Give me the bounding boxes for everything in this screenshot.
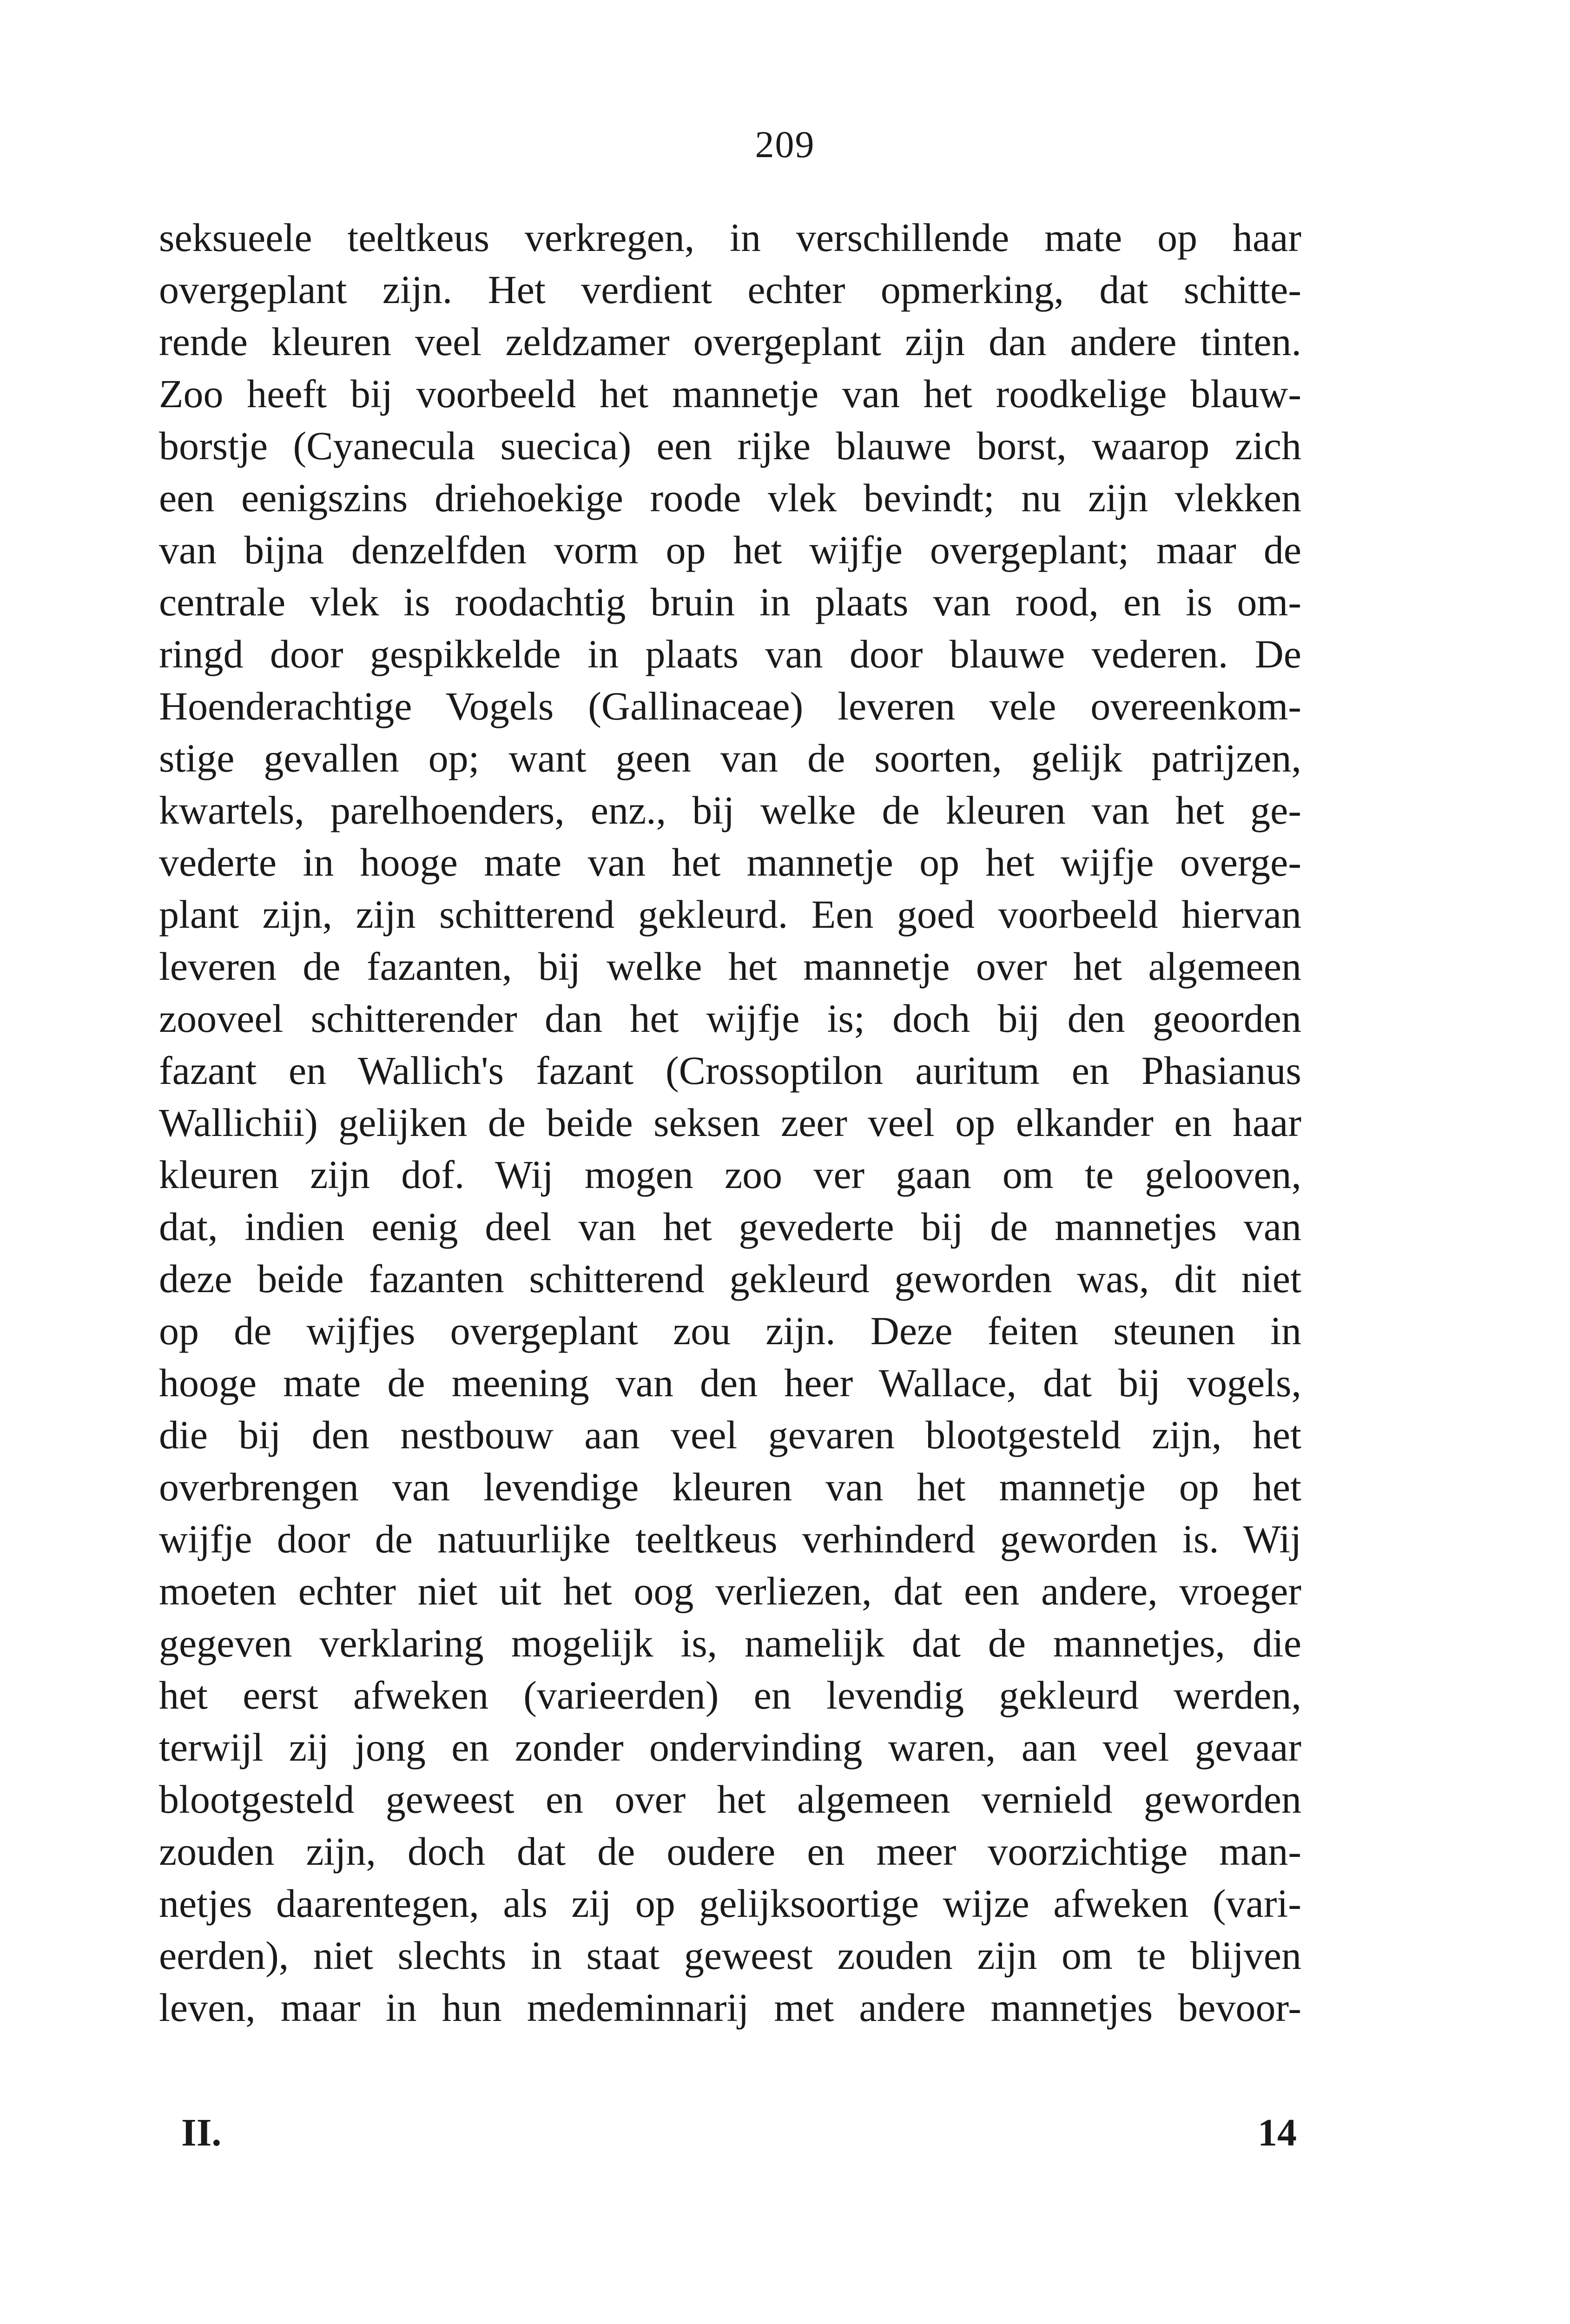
text-line: plant zijn, zijn schitterend gekleurd. Een goed voorbeeld hiervan [159,892,1301,937]
text-line: deze beide fazanten schitterend gekleurd geworden was, dit niet [159,1256,1301,1301]
text-line: blootgesteld geweest en over het algemeen vernield geworden [159,1777,1301,1822]
text-line: op de wijfjes overgeplant zou zijn. Deze feiten steunen in [159,1308,1301,1353]
page-footer [181,2107,1297,2159]
text-line: netjes daarentegen, als zij op gelijksoortige wijze afweken (vari- [159,1881,1301,1926]
text-line: Hoenderachtige Vogels (Gallinaceae) leveren vele overeenkom- [159,684,1301,728]
signature-mark: II. [181,2111,222,2154]
text-line: het eerst afweken (varieerden) en levendig gekleurd werden, [159,1673,1301,1717]
text-line: leveren de fazanten, bij welke het mannetje over het algemeen [159,944,1301,989]
text-line: overbrengen van levendige kleuren van het mannetje op het [159,1465,1301,1509]
body-text [159,211,1301,2034]
text-line: Wallichii) gelijken de beide seksen zeer veel op elkander en haar [159,1100,1301,1145]
text-line: kwartels, parelhoenders, enz., bij welke de kleuren van het ge- [159,788,1301,832]
text-line: zouden zijn, doch dat de oudere en meer voorzichtige man- [159,1829,1301,1874]
text-line: leven, maar in hun medeminnarij met andere mannetjes bevoor- [159,1985,1301,2030]
text-line: wijfje door de natuurlijke teeltkeus verhinderd geworden is. Wij [159,1517,1301,1561]
text-line: fazant en Wallich's fazant (Crossoptilon auritum en Phasianus [159,1048,1301,1093]
text-line: kleuren zijn dof. Wij mogen zoo ver gaan om te gelooven, [159,1152,1301,1197]
text-line: rende kleuren veel zeldzamer overgeplant zijn dan andere tinten. [159,319,1301,364]
text-line: stige gevallen op; want geen van de soorten, gelijk patrijzen, [159,736,1301,780]
text-line: een eenigszins driehoekige roode vlek bevindt; nu zijn vlekken [159,475,1301,520]
text-line: moeten echter niet uit het oog verliezen, dat een andere, vroeger [159,1569,1301,1613]
text-line: dat, indien eenig deel van het gevederte bij de mannetjes van [159,1204,1301,1249]
text-line: centrale vlek is roodachtig bruin in plaats van rood, en is om- [159,580,1301,624]
text-line: borstje (Cyanecula suecica) een rijke blauwe borst, waarop zich [159,423,1301,468]
text-line: eerden), niet slechts in staat geweest zouden zijn om te blijven [159,1933,1301,1978]
text-line: die bij den nestbouw aan veel gevaren blootgesteld zijn, het [159,1413,1301,1457]
sheet-number: 14 [1258,2111,1297,2154]
text-line: van bijna denzelfden vorm op het wijfje overgeplant; maar de [159,528,1301,572]
text-line: Zoo heeft bij voorbeeld het mannetje van het roodkelige blauw- [159,371,1301,416]
text-line: vederte in hooge mate van het mannetje op het wijfje overge- [159,840,1301,885]
page-number: 209 [755,123,815,165]
text-line: terwijl zij jong en zonder ondervinding waren, aan veel gevaar [159,1725,1301,1769]
text-line: gegeven verklaring mogelijk is, namelijk dat de mannetjes, die [159,1621,1301,1665]
text-line: overgeplant zijn. Het verdient echter opmerking, dat schitte- [159,267,1301,312]
text-line: zooveel schitterender dan het wijfje is; doch bij den geoorden [159,996,1301,1041]
text-line: hooge mate de meening van den heer Wallace, dat bij vogels, [159,1360,1301,1405]
text-line: seksueele teeltkeus verkregen, in verschillende mate op haar [159,215,1301,260]
text-line: ringd door gespikkelde in plaats van door blauwe vederen. De [159,632,1301,676]
